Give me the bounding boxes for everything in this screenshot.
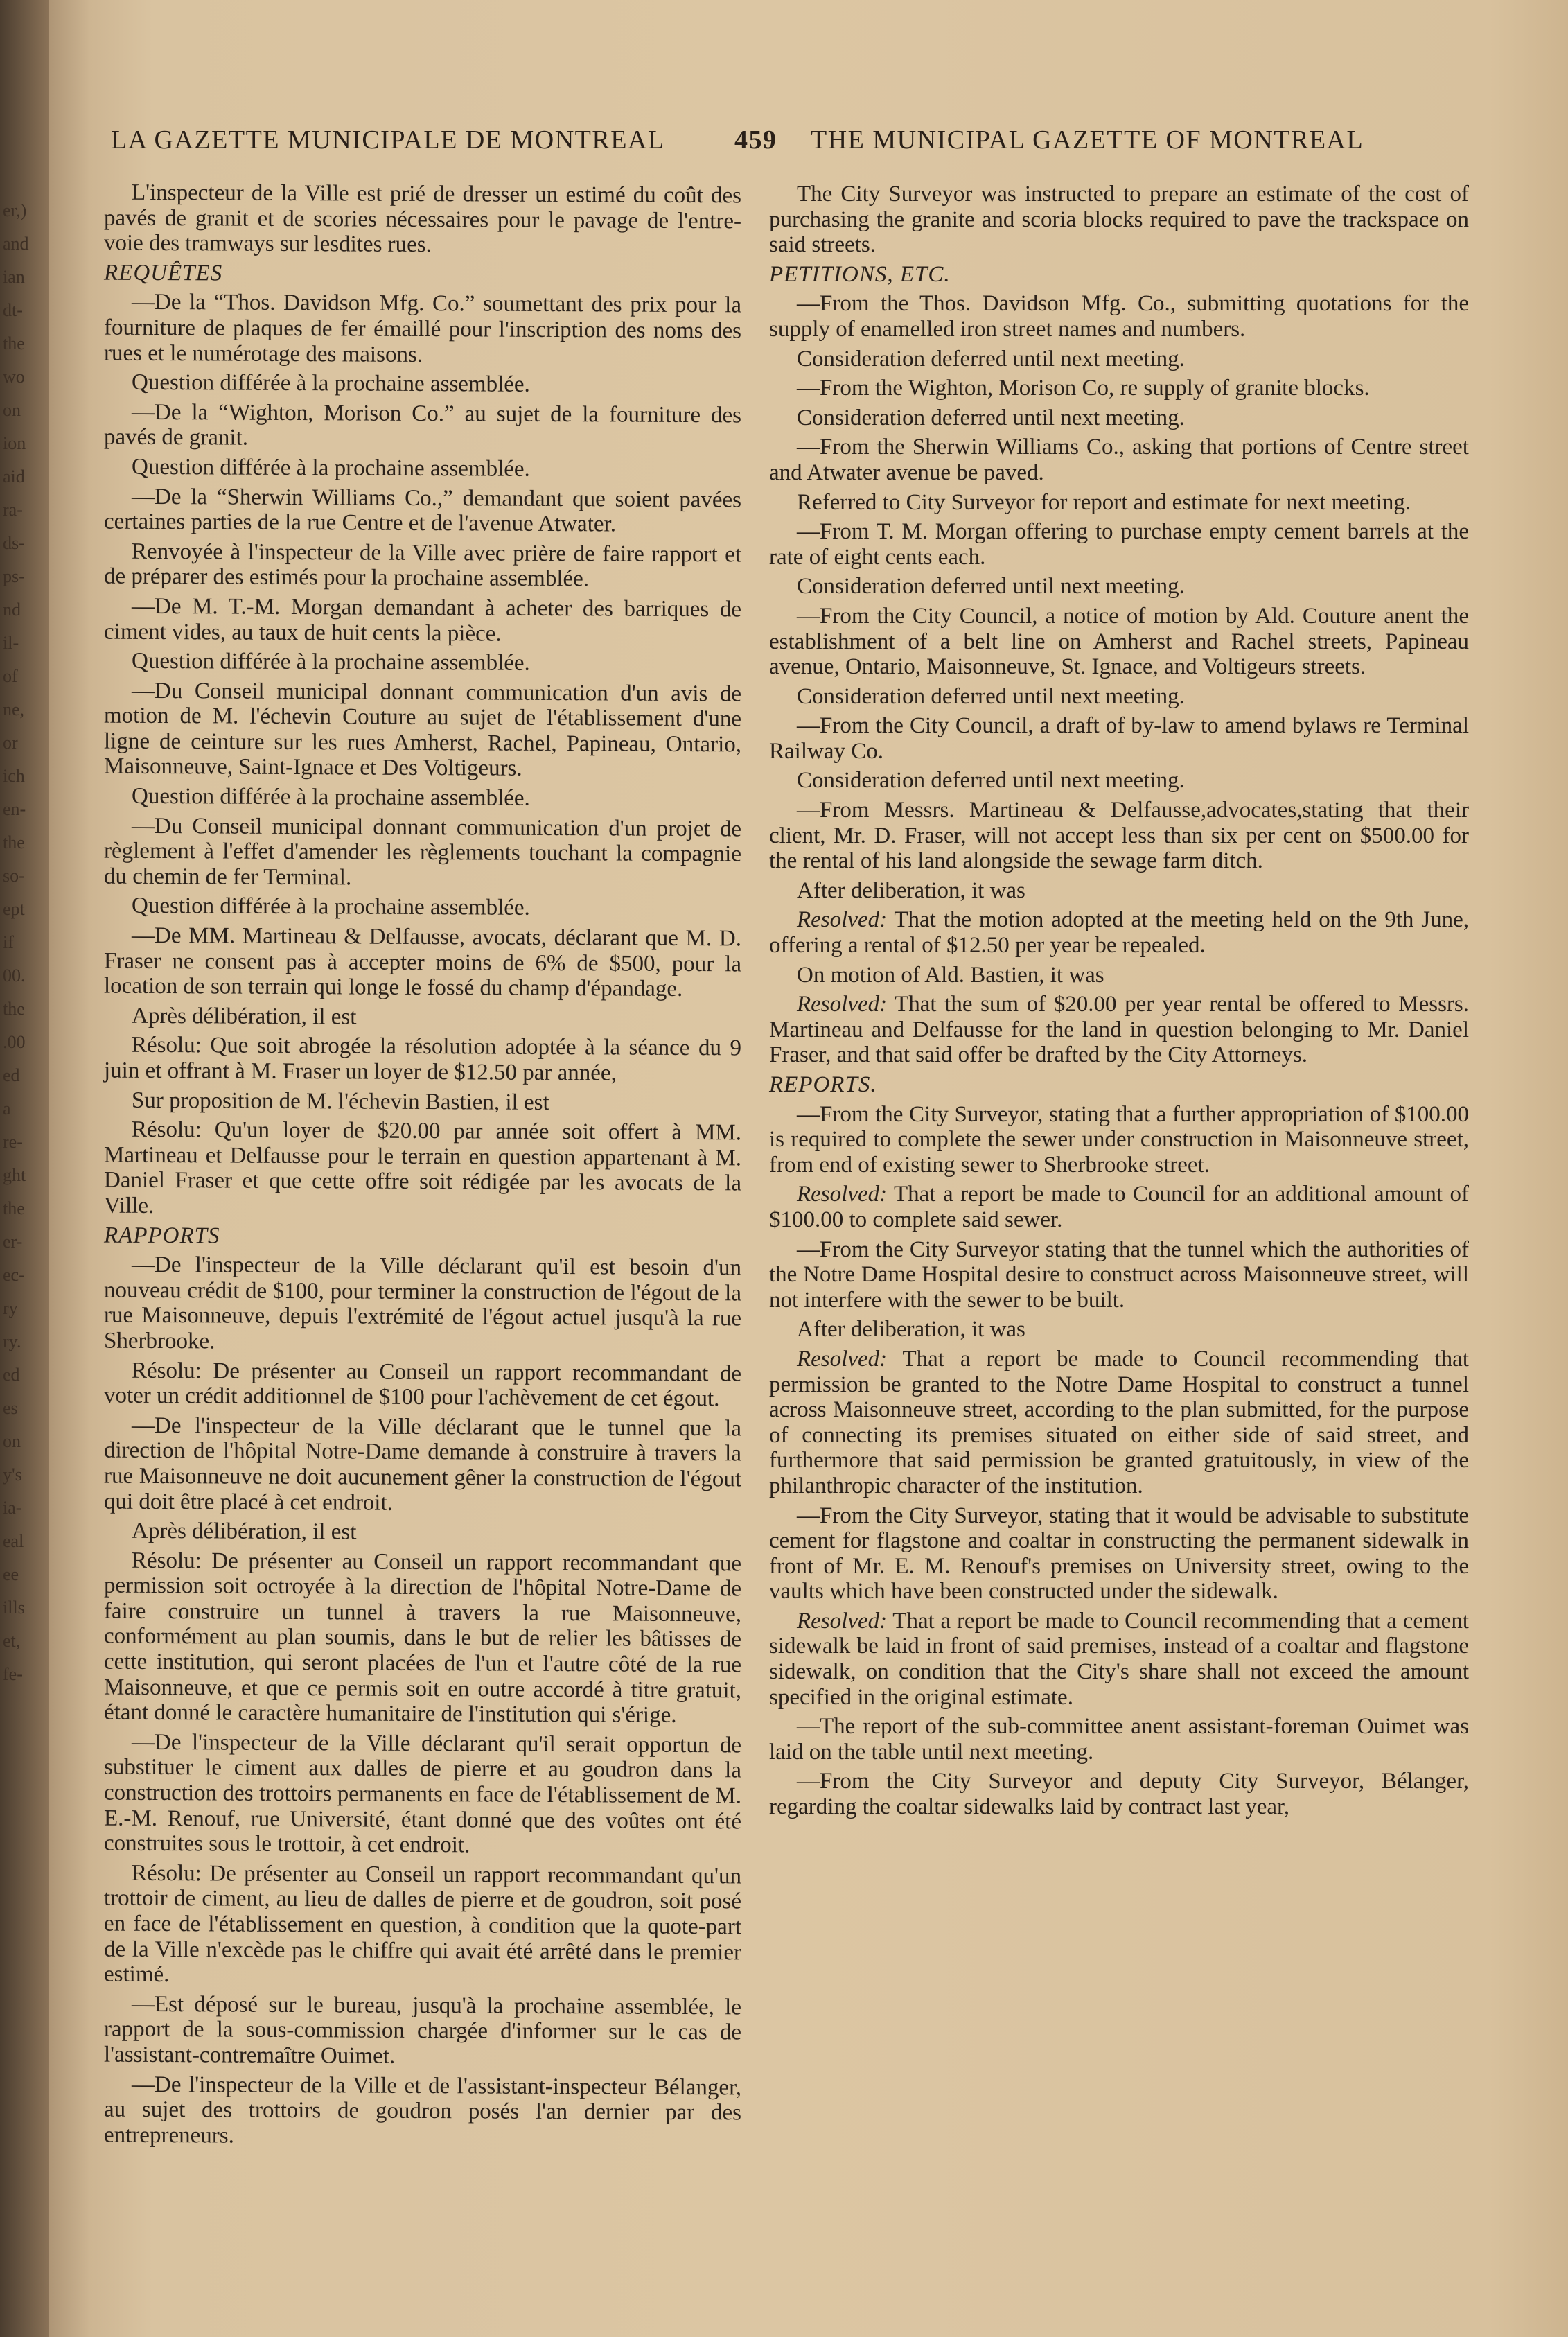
- english-title: THE MUNICIPAL GAZETTE OF MONTREAL: [811, 125, 1364, 155]
- paragraph: Referred to City Surveyor for report and estimate for next meeting.: [797, 489, 1411, 515]
- paragraph: —De MM. Martineau & Delfausse, avocats, déclarant que M. D. Fraser ne consent pas à accepter moins de 6% de $500, pour la location de son terrain qui longe le fossé du champ d'épandage.: [104, 922, 741, 1002]
- paragraph: —Est déposé sur le bureau, jusqu'à la prochaine assemblée, le rapport de la sous-commission chargée d'informer sur le cas de l'assistant-contremaître Ouimet.: [104, 1991, 741, 2069]
- margin-fragment: eal: [3, 1531, 24, 1551]
- margin-fragment: ee: [3, 1564, 19, 1584]
- margin-fragment: the: [3, 832, 25, 852]
- paragraph: —De l'inspecteur de la Ville déclarant qu'il est besoin d'un nouveau crédit de $100, pour terminer la construction de l'égout de la rue Maisonneuve, depuis l'extrémité de l'égout actuel jusqu'à la rue Sherbrooke.: [104, 1252, 741, 1354]
- margin-fragment: ne,: [3, 699, 25, 719]
- margin-fragment: .00: [3, 1032, 26, 1052]
- resolution-label: Resolved:: [797, 907, 888, 933]
- paragraph: Consideration deferred until next meeting.: [797, 405, 1185, 430]
- resolution-paragraph: [769, 992, 1469, 1068]
- margin-fragment: ept: [3, 899, 25, 919]
- paragraph: Question différée à la prochaine assemblée.: [132, 369, 530, 397]
- margin-fragment: ght: [3, 1165, 26, 1185]
- margin-fragment: ec-: [3, 1265, 25, 1285]
- paragraph: Consideration deferred until next meeting.: [797, 574, 1185, 599]
- paragraph: Résolu: De présenter au Conseil un rapport recommandant de voter un crédit additionnel de $100 pour l'achèvement de cet égout.: [104, 1358, 741, 1412]
- paragraph: —From the City Surveyor stating that the tunnel which the authorities of the Notre Dame Hospital desire to construct across Maisonneuve street, will not interfere with the sewer to be built.: [769, 1236, 1469, 1313]
- french-title: LA GAZETTE MUNICIPALE DE MONTREAL: [111, 125, 665, 155]
- paragraph: —De la “Wighton, Morison Co.” au sujet de la fourniture des pavés de granit.: [104, 399, 741, 451]
- margin-fragment: the: [3, 333, 25, 353]
- margin-fragment: nd: [3, 599, 21, 620]
- page-header: [97, 125, 1485, 166]
- margin-fragment: ich: [3, 766, 25, 786]
- paragraph: Question différée à la prochaine assemblée.: [132, 648, 530, 676]
- margin-fragment: ds-: [3, 533, 25, 553]
- paragraph: Question différée à la prochaine assemblée.: [132, 893, 530, 921]
- margin-fragment: er,): [3, 200, 27, 220]
- margin-fragment: ra-: [3, 500, 23, 520]
- paragraph: —From the City Surveyor, stating that it would be advisable to substitute cement for flagstone and coaltar in constructing the permanent sidewalk in front of Mr. E. M. Renouf's premises on University street, owing to the vaults which have been constructed under the sidewalk.: [769, 1503, 1469, 1604]
- margin-fragment: et,: [3, 1631, 21, 1651]
- margin-fragment: ed: [3, 1365, 20, 1385]
- resolution-text: That a report be made to Council recommending that a cement sidewalk be laid in front of said premises, instead of a coaltar and flagstone sidewalk, on condition that the City's share shall not exceed the amount specified in the original estimate.: [769, 1608, 1469, 1710]
- paragraph: —De M. T.-M. Morgan demandant à acheter des barriques de ciment vides, au taux de huit cents la pièce.: [104, 593, 741, 647]
- paragraph: —De l'inspecteur de la Ville déclarant que le tunnel que la direction de l'hôpital Notre-Dame demande à construire à travers la rue Maisonneuve ne doit aucunement gêner la construction de l'égout qui doit être placé à cet endroit.: [104, 1412, 741, 1516]
- paragraph: Consideration deferred until next meeting.: [797, 346, 1185, 371]
- margin-fragment: es: [3, 1398, 18, 1418]
- paragraph: —From the City Surveyor and deputy City Surveyor, Bélanger, regarding the coaltar sidewalks laid by contract last year,: [769, 1769, 1469, 1820]
- section-heading: PETITIONS, ETC.: [769, 261, 951, 287]
- resolution-text: That the motion adopted at the meeting held on the 9th June, offering a rental of $12.50 per year be repealed.: [769, 907, 1469, 959]
- margin-fragment: aid: [3, 466, 25, 487]
- page-number: 459: [734, 125, 777, 155]
- margin-fragment: re-: [3, 1132, 23, 1152]
- section-heading: REPORTS.: [769, 1072, 877, 1097]
- resolution-paragraph: [769, 1347, 1469, 1499]
- paragraph: Question différée à la prochaine assemblée.: [132, 783, 530, 811]
- paragraph: —The report of the sub-committee anent assistant-foreman Ouimet was laid on the table until next meeting.: [769, 1714, 1469, 1765]
- paragraph: —From Messrs. Martineau & Delfausse,advocates,stating that their client, Mr. D. Fraser, will not accept less than six per cent on $500.00 for the rental of his land alongside the sewage farm ditch.: [769, 798, 1469, 874]
- margin-fragment: il-: [3, 633, 19, 653]
- margin-fragment: so-: [3, 866, 25, 886]
- paragraph: —From the Sherwin Williams Co., asking that portions of Centre street and Atwater avenue be paved.: [769, 435, 1469, 485]
- resolution-label: Resolved:: [797, 1346, 888, 1372]
- margin-fragment: if: [3, 932, 14, 952]
- resolution-label: Resolved:: [797, 1608, 888, 1634]
- paragraph: —De l'inspecteur de la Ville et de l'assistant-inspecteur Bélanger, au sujet des trottoirs de goudron posés l'an dernier par des entrepreneurs.: [104, 2072, 741, 2148]
- margin-fragment: the: [3, 1198, 25, 1218]
- paragraph: —De la “Thos. Davidson Mfg. Co.” soumettant des prix pour la fourniture de plaques de fer émaillé pour l'inscription des noms des rues et le numérotage des maisons.: [104, 290, 741, 367]
- paragraph: Résolu: Que soit abrogée la résolution adoptée à la séance du 9 juin et offrant à M. Fraser un loyer de $12.50 par année,: [104, 1033, 741, 1086]
- section-heading: REQUÊTES: [104, 260, 223, 286]
- margin-fragment: ian: [3, 267, 25, 287]
- paragraph: On motion of Ald. Bastien, it was: [797, 962, 1104, 988]
- paragraph: After deliberation, it was: [797, 877, 1025, 903]
- paragraph: —Du Conseil municipal donnant communication d'un avis de motion de M. l'échevin Couture au sujet de l'établissement d'une ligne de ceinture sur les rues Amherst, Rachel, Papineau, Ontario, Maisonneuve, Saint-Ignace et Des Voltigeurs.: [104, 678, 741, 782]
- margin-fragment: a: [3, 1099, 11, 1119]
- paragraph: Renvoyée à l'inspecteur de la Ville avec prière de faire rapport et de préparer des estimés pour la prochaine assemblée.: [104, 539, 741, 592]
- paragraph: Après délibération, il est: [132, 1003, 357, 1030]
- paragraph: —From T. M. Morgan offering to purchase empty cement barrels at the rate of eight cents each.: [769, 519, 1469, 570]
- paragraph: —De l'inspecteur de la Ville déclarant qu'il serait opportun de substituer le ciment aux dalles de pierre et au goudron dans la construction des trottoirs permanents en face de l'établissement de M. E.-M. Renouf, rue Université, étant donné que des voûtes ont été construites sous le trottoir, à cet endroit.: [104, 1729, 741, 1858]
- section-heading: RAPPORTS: [104, 1223, 220, 1249]
- margin-fragment: ills: [3, 1598, 25, 1618]
- margin-fragment: and: [3, 234, 29, 254]
- margin-fragment: ps-: [3, 566, 25, 586]
- paragraph: Résolu: Qu'un loyer de $20.00 par année soit offert à MM. Martineau et Delfausse pour le terrain en question appartenant à M. Daniel Fraser et que cette offre soit rédigée par les avocats de la Ville.: [104, 1117, 741, 1218]
- resolution-label: Resolved:: [797, 992, 888, 1017]
- previous-page-edge: [0, 0, 49, 2337]
- margin-fragment: of: [3, 666, 18, 686]
- margin-fragment: ed: [3, 1065, 20, 1085]
- paragraph: Résolu: De présenter au Conseil un rapport recommandant que permission soit octroyée à la direction de l'hôpital Notre-Dame de faire construire un tunnel à travers la rue Maisonneuve, conformément au plan soumis, dans le but de relier les bâtisses de cette institution, qui seront placées de l'un et l'autre côté de la rue Maisonneuve, et que ce permis soit en outre accordé à titre gratuit, étant donné le caractère humanitaire de l'institution qui s'érige.: [104, 1548, 741, 1728]
- paragraph: The City Surveyor was instructed to prepare an estimate of the cost of purchasing the granite and scoria blocks required to pave the trackspace on said streets.: [769, 182, 1469, 258]
- margin-fragment: ry.: [3, 1331, 21, 1351]
- paragraph: —From the City Surveyor, stating that a further appropriation of $100.00 is required to complete the sewer under construction in Maisonneuve street, from end of existing sewer to Sherbrooke street.: [769, 1101, 1469, 1178]
- resolution-paragraph: [769, 1609, 1469, 1710]
- margin-fragment: ry: [3, 1298, 18, 1318]
- resolution-paragraph: [769, 907, 1469, 958]
- paragraph: —From the Thos. Davidson Mfg. Co., submitting quotations for the supply of enamelled iron street names and numbers.: [769, 291, 1469, 342]
- margin-fragment: y's: [3, 1464, 22, 1485]
- margin-fragment: er-: [3, 1232, 23, 1252]
- margin-fragment: on: [3, 400, 21, 420]
- margin-fragment: dt-: [3, 300, 23, 320]
- paragraph: Consideration deferred until next meeting.: [797, 683, 1185, 709]
- paragraph: After deliberation, it was: [797, 1317, 1025, 1342]
- paragraph: Résolu: De présenter au Conseil un rapport recommandant qu'un trottoir de ciment, au lieu de dalles de pierre et de goudron, soit posé en face de l'établissement en question, à condition que la quote-part de la Ville n'excède pas le chiffre qui avait été arrêté dans le premier estimé.: [104, 1860, 741, 1988]
- paragraph: Consideration deferred until next meeting.: [797, 768, 1185, 794]
- paragraph: —From the City Council, a notice of motion by Ald. Couture anent the establishment of a belt line on Amherst and Rachel streets, Papineau avenue, Ontario, Maisonneuve, St. Ignace, and Voltigeurs streets.: [769, 603, 1469, 680]
- margin-fragment: fe-: [3, 1664, 23, 1684]
- paragraph: —Du Conseil municipal donnant communication d'un projet de règlement à l'effet d'amender les règlements touchant la compagnie du chemin de fer Terminal.: [104, 813, 741, 891]
- resolution-label: Resolved:: [797, 1182, 888, 1207]
- resolution-text: That a report be made to Council for an additional amount of $100.00 to complete said sewer.: [769, 1182, 1469, 1232]
- margin-fragment: ia-: [3, 1498, 22, 1518]
- paragraph: L'inspecteur de la Ville est prié de dresser un estimé du coût des pavés de granit et de scories nécessaires pour le pavage de l'entre-voie des tramways sur lesdites rues.: [104, 180, 741, 258]
- resolution-text: That the sum of $20.00 per year rental be offered to Messrs. Martineau and Delfausse for the land in question belonging to Mr. Daniel Fraser, and that said offer be drafted by the City Attorneys.: [769, 992, 1469, 1068]
- english-column: [769, 182, 1469, 1824]
- french-column: [104, 180, 741, 2155]
- paragraph: —De la “Sherwin Williams Co.,” demandant que soient pavées certaines parties de la rue Centre et de l'avenue Atwater.: [104, 484, 741, 537]
- paragraph: Sur proposition de M. l'échevin Bastien, il est: [132, 1087, 549, 1115]
- paragraph: —From the Wighton, Morison Co, re supply of granite blocks.: [797, 376, 1370, 401]
- margin-fragments: [3, 194, 42, 1691]
- margin-fragment: wo: [3, 367, 25, 387]
- paragraph: Question différée à la prochaine assemblée.: [132, 454, 530, 482]
- resolution-paragraph: [769, 1182, 1469, 1232]
- paragraph: —From the City Council, a draft of by-law to amend bylaws re Terminal Railway Co.: [769, 713, 1469, 764]
- margin-fragment: 00.: [3, 965, 26, 986]
- margin-fragment: the: [3, 999, 25, 1019]
- margin-fragment: en-: [3, 799, 26, 819]
- margin-fragment: ion: [3, 433, 26, 453]
- margin-fragment: on: [3, 1431, 21, 1451]
- margin-fragment: or: [3, 733, 18, 753]
- resolution-text: That a report be made to Council recommending that permission be granted to the Notre Dame Hospital to construct a tunnel across Maisonneuve street, according to the plan submitted, for the purpose of connecting its premises situated on either side of said street, and furthermore that said permission be granted gratuitously, in view of the philanthropic character of the institution.: [769, 1346, 1469, 1498]
- paragraph: Après délibération, il est: [132, 1518, 357, 1545]
